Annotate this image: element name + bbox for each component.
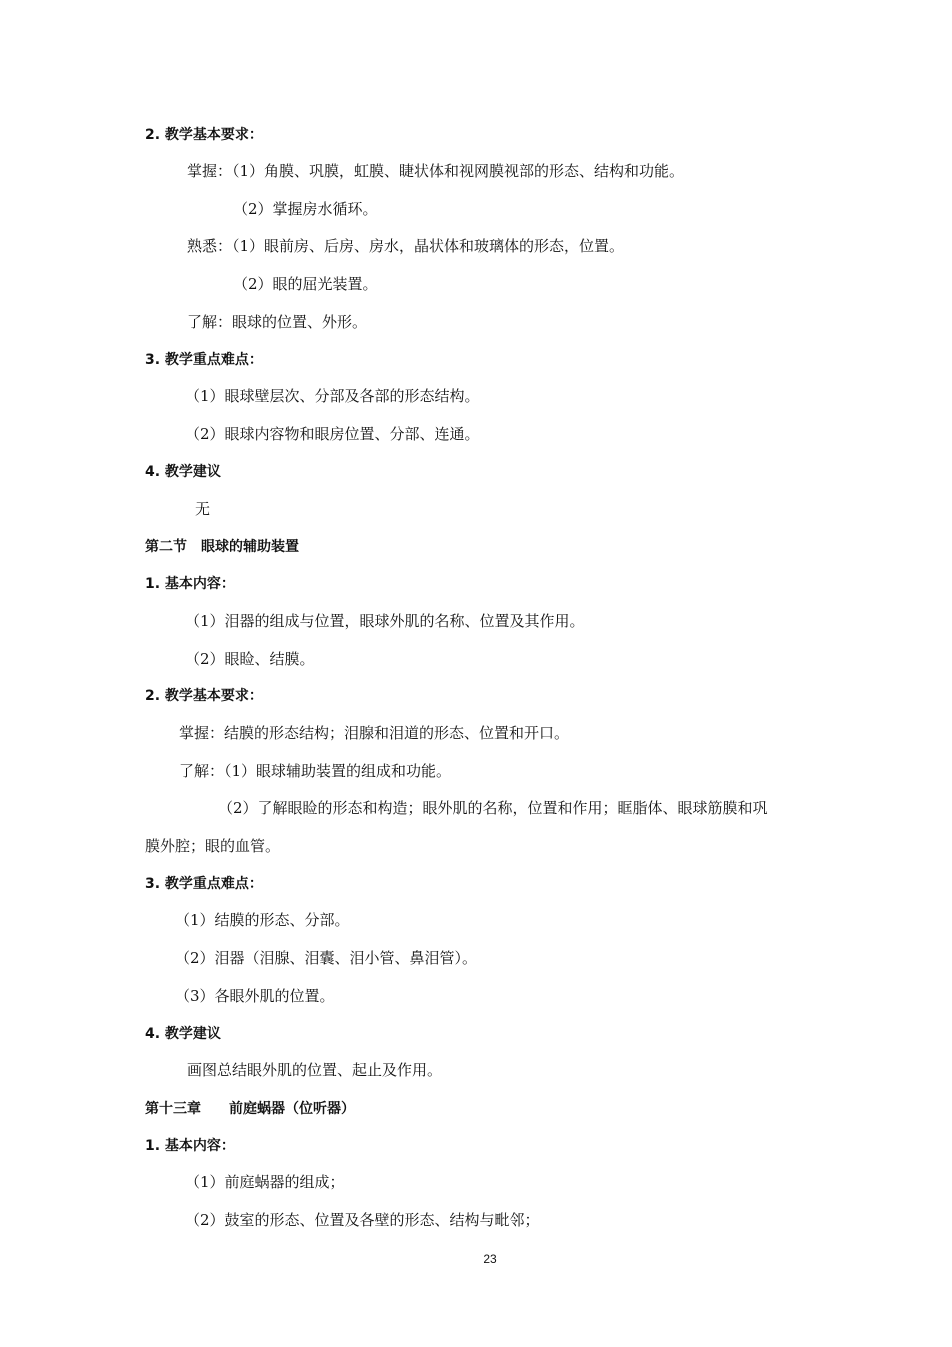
paragraph-line: （2）鼓室的形态、位置及各壁的形态、结构与毗邻； xyxy=(185,1211,540,1229)
section-heading: 4. 教学建议 xyxy=(145,1026,221,1042)
paragraph-line: （1）眼球壁层次、分部及各部的形态结构。 xyxy=(185,387,480,405)
section-heading: 3. 教学重点难点： xyxy=(145,352,263,368)
chapter-section-title: 第二节 眼球的辅助装置 xyxy=(145,539,299,555)
paragraph-line: （3）各眼外肌的位置。 xyxy=(175,987,335,1005)
paragraph-line: （2）泪器（泪腺、泪囊、泪小管、鼻泪管）。 xyxy=(175,949,478,967)
paragraph-line: 画图总结眼外肌的位置、起止及作用。 xyxy=(187,1061,443,1079)
page-number: 23 xyxy=(483,1252,497,1266)
paragraph-line: （1）泪器的组成与位置，眼球外肌的名称、位置及其作用。 xyxy=(185,612,585,630)
paragraph-line: 了解：（1）眼球辅助装置的组成和功能。 xyxy=(179,762,452,780)
paragraph-line: （2）掌握房水循环。 xyxy=(233,200,378,218)
paragraph-line: 掌握：结膜的形态结构；泪腺和泪道的形态、位置和开口。 xyxy=(179,724,570,742)
paragraph-line: （2）了解眼睑的形态和构造；眼外肌的名称，位置和作用；眶脂体、眼球筋膜和巩 xyxy=(218,799,768,817)
paragraph-line: （2）眼睑、结膜。 xyxy=(185,650,315,668)
section-heading: 3. 教学重点难点： xyxy=(145,876,263,892)
paragraph-line: 熟悉：（1）眼前房、后房、房水，晶状体和玻璃体的形态，位置。 xyxy=(187,237,625,255)
paragraph-line: （2）眼球内容物和眼房位置、分部、连通。 xyxy=(185,425,480,443)
paragraph-line: 掌握：（1）角膜、巩膜，虹膜、睫状体和视网膜视部的形态、结构和功能。 xyxy=(187,162,685,180)
section-heading: 4. 教学建议 xyxy=(145,464,221,480)
paragraph-line: （1）前庭蜗器的组成； xyxy=(185,1173,345,1191)
chapter-title: 第十三章 前庭蜗器（位听器） xyxy=(145,1101,355,1117)
section-heading: 2. 教学基本要求： xyxy=(145,127,263,143)
paragraph-line: 了解：眼球的位置、外形。 xyxy=(187,313,368,331)
paragraph-line: （2）眼的屈光装置。 xyxy=(233,275,378,293)
paragraph-line: （1）结膜的形态、分部。 xyxy=(175,911,350,929)
section-heading: 2. 教学基本要求： xyxy=(145,688,263,704)
paragraph-line: 膜外腔；眼的血管。 xyxy=(145,837,281,855)
paragraph-line: 无 xyxy=(195,500,211,518)
section-heading: 1. 基本内容： xyxy=(145,576,235,592)
section-heading: 1. 基本内容： xyxy=(145,1138,235,1154)
